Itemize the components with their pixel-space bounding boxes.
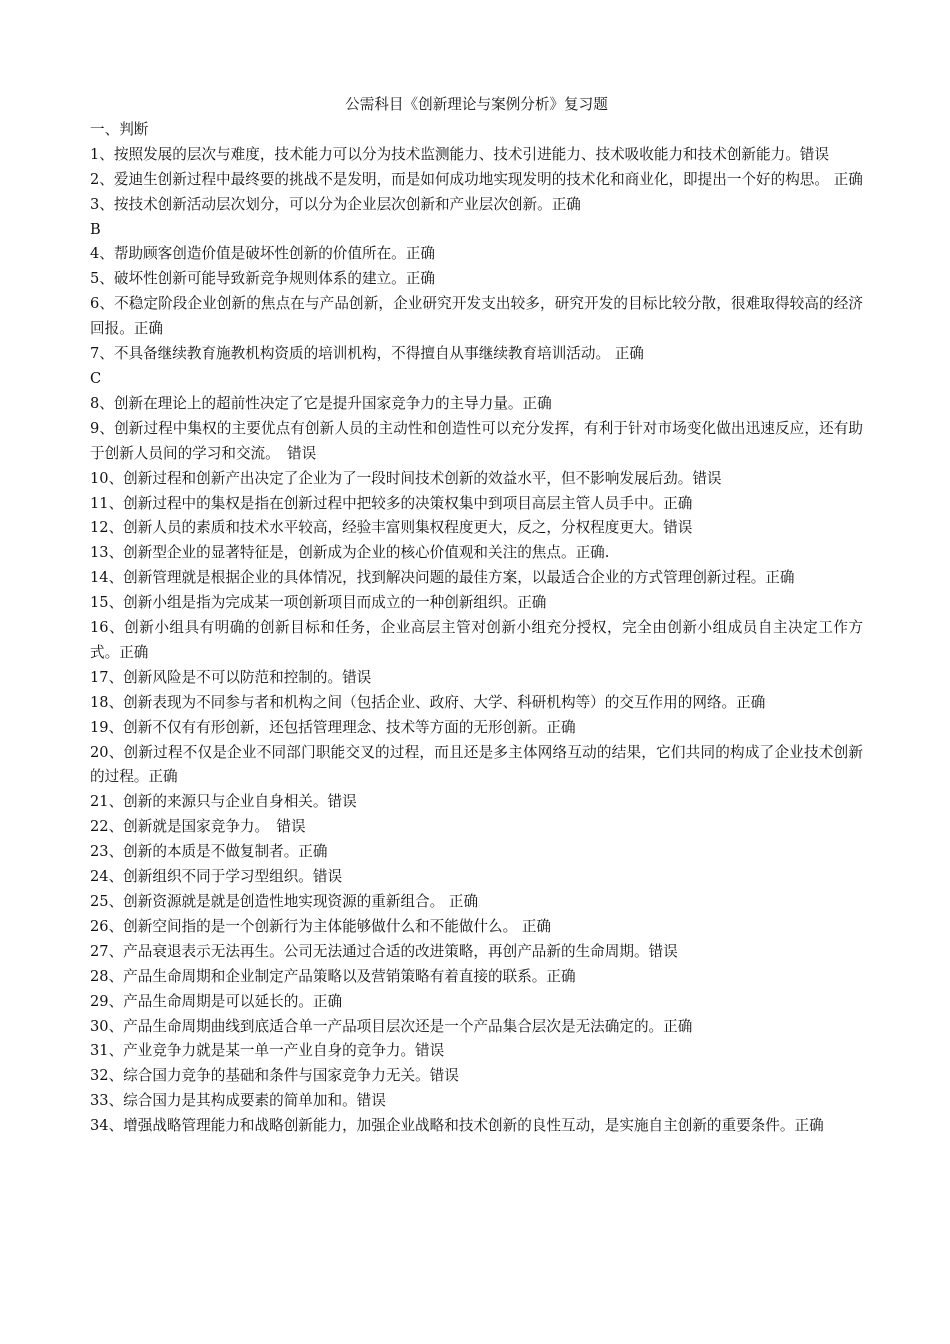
question-list <box>90 143 863 1139</box>
question-line: 14、创新管理就是根据企业的具体情况，找到解决问题的最佳方案，以最适合企业的方式管理创新过程。正确 <box>90 569 795 587</box>
question-line: C <box>90 369 102 387</box>
question-line: 11、创新过程中的集权是指在创新过程中把较多的决策权集中到项目高层主管人员手中。正确 <box>90 494 693 512</box>
question-line: 34、增强战略管理能力和战略创新能力，加强企业战略和技术创新的良性互动，是实施自主创新的重要条件。正确 <box>90 1117 824 1135</box>
question-line: 20、创新过程不仅是企业不同部门职能交叉的过程，而且还是多主体网络互动的结果，它们共同的构成了企业技术创新的过程。正确 <box>90 743 863 786</box>
question-line: 15、创新小组是指为完成某一项创新项目而成立的一种创新组织。正确 <box>90 594 547 612</box>
question-line: 9、创新过程中集权的主要优点有创新人员的主动性和创造性可以充分发挥，有利于针对市场变化做出迅速反应，还有助于创新人员间的学习和交流。 错误 <box>90 419 863 462</box>
question-line: 27、产品衰退表示无法再生。公司无法通过合适的改进策略，再创产品新的生命周期。错误 <box>90 942 678 960</box>
question-line: 33、综合国力是其构成要素的简单加和。错误 <box>90 1092 386 1110</box>
question-line: 7、不具备继续教育施教机构资质的培训机构，不得擅自从事继续教育培训活动。 正确 <box>90 345 644 363</box>
question-line: 29、产品生命周期是可以延长的。正确 <box>90 992 343 1010</box>
question-line: 12、创新人员的素质和技术水平较高，经验丰富则集权程度更大，反之，分权程度更大。错误 <box>90 519 693 537</box>
question-line: 17、创新风险是不可以防范和控制的。错误 <box>90 668 372 686</box>
question-line: 32、综合国力竞争的基础和条件与国家竞争力无关。错误 <box>90 1067 459 1085</box>
question-line: 26、创新空间指的是一个创新行为主体能够做什么和不能做什么。 正确 <box>90 917 552 935</box>
question-line: 24、创新组织不同于学习型组织。错误 <box>90 868 343 886</box>
question-line: 19、创新不仅有有形创新，还包括管理理念、技术等方面的无形创新。正确 <box>90 718 576 736</box>
question-line: 3、按技术创新活动层次划分，可以分为企业层次创新和产业层次创新。正确 <box>90 195 581 213</box>
question-line: 4、帮助顾客创造价值是破坏性创新的价值所在。正确 <box>90 245 435 263</box>
question-line: 1、按照发展的层次与难度，技术能力可以分为技术监测能力、技术引进能力、技术吸收能力和技术创新能力。错误 <box>90 145 829 163</box>
question-line: 6、不稳定阶段企业创新的焦点在与产品创新，企业研究开发支出较多，研究开发的目标比较分散，很难取得较高的经济回报。正确 <box>90 295 863 338</box>
question-line: 2、爱迪生创新过程中最终要的挑战不是发明，而是如何成功地实现发明的技术化和商业化，即提出一个好的构思。 正确 <box>90 170 863 188</box>
question-line: 28、产品生命周期和企业制定产品策略以及营销策略有着直接的联系。正确 <box>90 967 576 985</box>
question-line: 23、创新的本质是不做复制者。正确 <box>90 843 328 861</box>
question-line: 10、创新过程和创新产出决定了企业为了一段时间技术创新的效益水平，但不影响发展后劲。错误 <box>90 469 722 487</box>
question-line: 22、创新就是国家竞争力。 错误 <box>90 818 306 836</box>
question-line: 25、创新资源就是就是创造性地实现资源的重新组合。 正确 <box>90 893 479 910</box>
question-line: 5、破坏性创新可能导致新竞争规则体系的建立。正确 <box>90 270 435 288</box>
question-line: 21、创新的来源只与企业自身相关。错误 <box>90 793 357 811</box>
question-line: B <box>90 220 101 238</box>
question-line: 16、创新小组具有明确的创新目标和任务，企业高层主管对创新小组充分授权，完全由创新小组成员自主决定工作方式。正确 <box>90 619 863 661</box>
section-heading: 一、判断 <box>90 120 149 138</box>
question-line: 13、创新型企业的显著特征是，创新成为企业的核心价值观和关注的焦点。正确. <box>90 544 610 562</box>
document-title: 公需科目《创新理论与案例分析》复习题 <box>345 96 608 113</box>
question-line: 30、产品生命周期曲线到底适合单一产品项目层次还是一个产品集合层次是无法确定的。正确 <box>90 1017 693 1035</box>
question-line: 31、产业竞争力就是某一单一产业自身的竞争力。错误 <box>90 1042 445 1060</box>
question-line: 8、创新在理论上的超前性决定了它是提升国家竞争力的主导力量。正确 <box>90 394 552 412</box>
question-line: 18、创新表现为不同参与者和机构之间（包括企业、政府、大学、科研机构等）的交互作用的网络。正确 <box>90 693 766 711</box>
